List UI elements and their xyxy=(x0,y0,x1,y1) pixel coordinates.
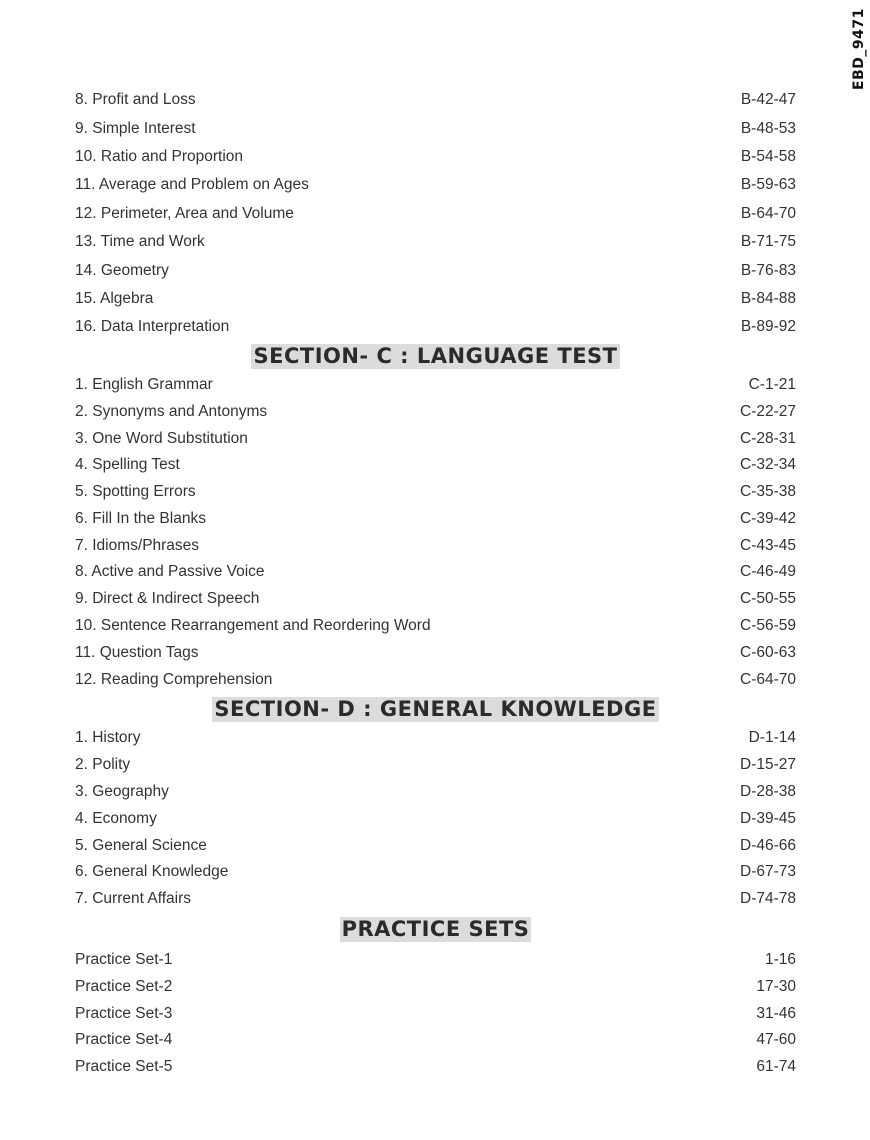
toc-entry-pages: C-64-70 xyxy=(740,670,796,688)
toc-entry-pages: C-32-34 xyxy=(740,456,796,474)
toc-entry-title: Practice Set-5 xyxy=(75,1058,173,1076)
toc-entry-pages: D-39-45 xyxy=(740,809,796,827)
toc-entry-title: 6. General Knowledge xyxy=(75,863,229,881)
toc-entry xyxy=(75,86,796,114)
practice-sets-list xyxy=(75,947,796,1081)
toc-entry xyxy=(75,725,796,752)
toc-entry xyxy=(75,666,796,693)
toc-entry-title: 10. Sentence Rearrangement and Reordering Word xyxy=(75,617,431,635)
toc-entry xyxy=(75,200,796,228)
toc-entry xyxy=(75,947,796,974)
section-d-heading: SECTION- D : GENERAL KNOWLEDGE xyxy=(214,696,657,721)
toc-entry xyxy=(75,425,796,452)
toc-entry xyxy=(75,532,796,559)
toc-entry xyxy=(75,398,796,425)
toc-entry-title: 7. Idioms/Phrases xyxy=(75,536,200,554)
toc-entry xyxy=(75,452,796,479)
toc-entry-title: 10. Ratio and Proportion xyxy=(75,147,244,165)
toc-entry-pages: D-1-14 xyxy=(748,729,796,747)
toc-entry-pages: B-48-53 xyxy=(740,119,796,137)
toc-entry xyxy=(75,1000,796,1027)
toc-entry xyxy=(75,479,796,506)
toc-entry-title: Practice Set-4 xyxy=(75,1031,173,1049)
toc-entry-pages: D-74-78 xyxy=(740,890,796,908)
toc-entry xyxy=(75,506,796,533)
toc-entry-pages: C-56-59 xyxy=(740,617,796,635)
toc-entry-title: 9. Simple Interest xyxy=(75,119,196,137)
toc-entry xyxy=(75,114,796,142)
toc-entry-title: 3. One Word Substitution xyxy=(75,429,248,447)
toc-entry xyxy=(75,613,796,640)
toc-entry xyxy=(75,973,796,1000)
toc-entry-pages: 31-46 xyxy=(756,1004,796,1022)
toc-entry xyxy=(75,805,796,832)
toc-entry-pages: B-89-92 xyxy=(740,318,796,336)
toc-entry-pages: C-46-49 xyxy=(740,563,796,581)
toc-entry-pages: B-42-47 xyxy=(740,91,796,109)
toc-entry xyxy=(75,886,796,913)
toc-entry-pages: C-50-55 xyxy=(740,590,796,608)
toc-entry-title: 5. General Science xyxy=(75,836,207,854)
toc-entry-pages: C-28-31 xyxy=(740,429,796,447)
toc-entry-pages: D-46-66 xyxy=(740,836,796,854)
toc-entry-pages: B-64-70 xyxy=(740,204,796,222)
toc-entry-title: 6. Fill In the Blanks xyxy=(75,509,206,527)
toc-entry-pages: B-84-88 xyxy=(740,289,796,307)
toc-entry xyxy=(75,559,796,586)
toc-entry-title: 16. Data Interpretation xyxy=(75,318,230,336)
toc-entry xyxy=(75,171,796,199)
toc-entry-pages: 1-16 xyxy=(764,951,796,969)
section-d-list xyxy=(75,725,796,913)
toc-entry-title: 1. English Grammar xyxy=(75,375,213,393)
toc-entry xyxy=(75,639,796,666)
section-c-heading: SECTION- C : LANGUAGE TEST xyxy=(253,344,618,369)
toc-entry-title: 12. Perimeter, Area and Volume xyxy=(75,204,294,222)
toc-entry-title: Practice Set-3 xyxy=(75,1004,173,1022)
toc-entry xyxy=(75,1054,796,1081)
toc-entry xyxy=(75,285,796,313)
section-c-heading-wrap xyxy=(75,342,796,372)
toc-entry-title: 4. Spelling Test xyxy=(75,456,180,474)
toc-entry-pages: D-67-73 xyxy=(740,863,796,881)
toc-entry-pages: C-60-63 xyxy=(740,643,796,661)
document-code: EBD_9471 xyxy=(851,8,867,90)
practice-sets-heading-wrap xyxy=(75,913,796,947)
practice-sets-heading: PRACTICE SETS xyxy=(341,917,530,942)
section-c-list xyxy=(75,372,796,694)
toc-entry-pages: B-76-83 xyxy=(740,261,796,279)
toc-entry-title: 1. History xyxy=(75,729,141,747)
toc-entry-pages: 17-30 xyxy=(756,977,796,995)
toc-entry xyxy=(75,256,796,284)
toc-entry-title: 12. Reading Comprehension xyxy=(75,670,273,688)
toc-entry-pages: 47-60 xyxy=(756,1031,796,1049)
toc-entry xyxy=(75,372,796,399)
toc-entry-pages: D-15-27 xyxy=(740,756,796,774)
toc-entry-pages: C-22-27 xyxy=(740,402,796,420)
toc-entry-pages: D-28-38 xyxy=(740,783,796,801)
toc-entry xyxy=(75,779,796,806)
toc-entry-title: Practice Set-1 xyxy=(75,951,173,969)
toc-entry xyxy=(75,832,796,859)
toc-entry-title: 11. Question Tags xyxy=(75,643,199,661)
toc-entry-title: 2. Synonyms and Antonyms xyxy=(75,402,268,420)
section-b-list xyxy=(75,86,796,342)
toc-entry-title: 11. Average and Problem on Ages xyxy=(75,176,309,194)
toc-entry-title: 14. Geometry xyxy=(75,261,169,279)
toc-entry-title: Practice Set-2 xyxy=(75,977,173,995)
toc-entry xyxy=(75,859,796,886)
toc-entry-pages: 61-74 xyxy=(756,1058,796,1076)
toc-entry-title: 3. Geography xyxy=(75,783,169,801)
toc-entry xyxy=(75,752,796,779)
toc-entry-pages: B-54-58 xyxy=(740,147,796,165)
toc-entry-pages: C-43-45 xyxy=(740,536,796,554)
toc-entry-pages: C-1-21 xyxy=(748,375,796,393)
toc-entry-title: 9. Direct & Indirect Speech xyxy=(75,590,260,608)
toc-entry-pages: B-71-75 xyxy=(740,233,796,251)
toc-entry-title: 2. Polity xyxy=(75,756,131,774)
toc-entry-title: 4. Economy xyxy=(75,809,157,827)
toc-entry-title: 7. Current Affairs xyxy=(75,890,192,908)
section-d-heading-wrap xyxy=(75,693,796,725)
table-of-contents xyxy=(75,86,796,1081)
toc-entry xyxy=(75,313,796,341)
toc-entry-pages: C-39-42 xyxy=(740,509,796,527)
toc-entry xyxy=(75,586,796,613)
toc-entry xyxy=(75,1027,796,1054)
toc-entry-title: 13. Time and Work xyxy=(75,233,205,251)
toc-entry-title: 8. Profit and Loss xyxy=(75,91,196,109)
toc-entry-title: 8. Active and Passive Voice xyxy=(75,563,265,581)
toc-entry-pages: B-59-63 xyxy=(740,176,796,194)
toc-entry xyxy=(75,228,796,256)
toc-entry-pages: C-35-38 xyxy=(740,483,796,501)
toc-entry-title: 15. Algebra xyxy=(75,289,154,307)
toc-entry-title: 5. Spotting Errors xyxy=(75,483,196,501)
toc-entry xyxy=(75,143,796,171)
